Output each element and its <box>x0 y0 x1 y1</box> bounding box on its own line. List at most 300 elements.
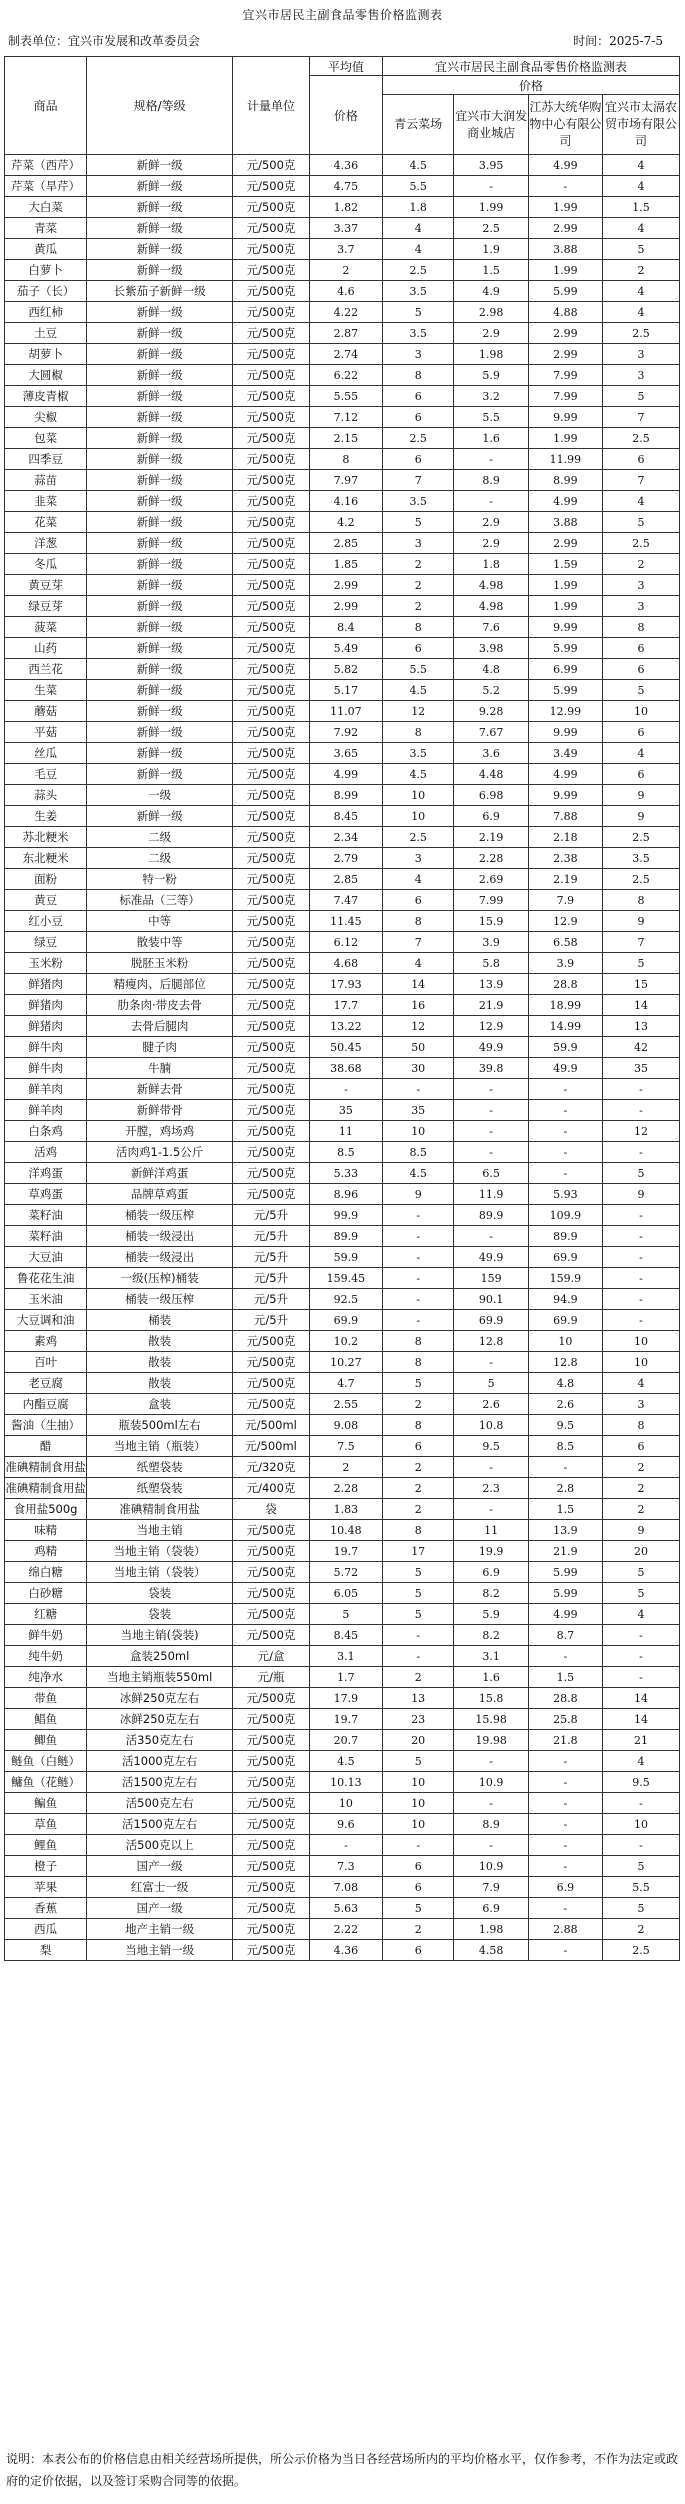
qingyun-price-cell: 12 <box>382 701 454 722</box>
qingyun-price-cell: 2.5 <box>382 428 454 449</box>
taige-price-cell: 2.5 <box>602 428 679 449</box>
unit-cell: 元/500克 <box>233 1583 310 1604</box>
runfa-price-cell: 15.8 <box>454 1688 528 1709</box>
unit-cell: 元/500克 <box>233 1058 310 1079</box>
taige-price-cell: 3.5 <box>602 848 679 869</box>
spec-cell: 新鲜一级 <box>87 617 233 638</box>
product-cell: 鲜猪肉 <box>5 995 87 1016</box>
spec-cell: 新鲜一级 <box>87 554 233 575</box>
runfa-price-cell: 6.9 <box>454 1562 528 1583</box>
datonghua-price-cell: 4.99 <box>528 1604 602 1625</box>
spec-cell: 新鲜一级 <box>87 680 233 701</box>
unit-cell: 元/500克 <box>233 260 310 281</box>
taige-price-cell: 9 <box>602 1184 679 1205</box>
average-price-cell: 2.85 <box>309 869 382 890</box>
taige-price-cell: 10 <box>602 1814 679 1835</box>
average-price-cell: 2.22 <box>309 1919 382 1940</box>
unit-cell: 元/500克 <box>233 1919 310 1940</box>
datonghua-price-cell: 12.99 <box>528 701 602 722</box>
average-price-cell: 11.07 <box>309 701 382 722</box>
runfa-price-cell: 12.8 <box>454 1331 528 1352</box>
datonghua-price-cell: - <box>528 1079 602 1100</box>
spec-cell: 新鲜一级 <box>87 575 233 596</box>
unit-cell: 元/500克 <box>233 512 310 533</box>
average-price-cell: 10 <box>309 1793 382 1814</box>
runfa-price-cell: 6.9 <box>454 1898 528 1919</box>
unit-cell: 元/500ml <box>233 1415 310 1436</box>
table-row <box>5 1499 680 1520</box>
datonghua-price-cell: 28.8 <box>528 974 602 995</box>
product-cell: 准碘精制食用盐 <box>5 1478 87 1499</box>
runfa-price-cell: 1.9 <box>454 239 528 260</box>
taige-price-cell: 10 <box>602 1331 679 1352</box>
datonghua-price-cell: - <box>528 1121 602 1142</box>
spec-cell: 冰鲜250克左右 <box>87 1688 233 1709</box>
header-group-title: 宜兴市居民主副食品零售价格监测表 <box>382 57 679 76</box>
taige-price-cell: - <box>602 1289 679 1310</box>
runfa-price-cell: 10.9 <box>454 1856 528 1877</box>
taige-price-cell: 14 <box>602 995 679 1016</box>
spec-cell: 一级(压榨)桶装 <box>87 1268 233 1289</box>
datonghua-price-cell: 6.99 <box>528 659 602 680</box>
unit-cell: 元/500克 <box>233 1541 310 1562</box>
qingyun-price-cell: 2 <box>382 596 454 617</box>
qingyun-price-cell: 7 <box>382 932 454 953</box>
qingyun-price-cell: 4.5 <box>382 1163 454 1184</box>
qingyun-price-cell: 5.5 <box>382 659 454 680</box>
table-row <box>5 344 680 365</box>
qingyun-price-cell: 8 <box>382 1331 454 1352</box>
average-price-cell: 7.97 <box>309 470 382 491</box>
qingyun-price-cell: 8 <box>382 1415 454 1436</box>
spec-cell: 新鲜一级 <box>87 197 233 218</box>
qingyun-price-cell: 3 <box>382 848 454 869</box>
unit-cell: 元/500克 <box>233 1751 310 1772</box>
qingyun-price-cell: 20 <box>382 1730 454 1751</box>
average-price-cell: 7.3 <box>309 1856 382 1877</box>
runfa-price-cell: 2.6 <box>454 1394 528 1415</box>
qingyun-price-cell: 23 <box>382 1709 454 1730</box>
unit-cell: 元/500克 <box>233 218 310 239</box>
taige-price-cell: 4 <box>602 491 679 512</box>
spec-cell: 当地主销瓶装550ml <box>87 1667 233 1688</box>
unit-cell: 元/500克 <box>233 155 310 176</box>
datonghua-price-cell: 2.99 <box>528 533 602 554</box>
qingyun-price-cell: 2 <box>382 1457 454 1478</box>
runfa-price-cell: 1.6 <box>454 1667 528 1688</box>
product-cell: 西瓜 <box>5 1919 87 1940</box>
average-price-cell: 2.87 <box>309 323 382 344</box>
product-cell: 鲢鱼（白鲢） <box>5 1751 87 1772</box>
spec-cell: 当地主销（袋装） <box>87 1541 233 1562</box>
qingyun-price-cell: 3.5 <box>382 491 454 512</box>
average-price-cell: 17.9 <box>309 1688 382 1709</box>
unit-cell: 元/500克 <box>233 407 310 428</box>
spec-cell: 桶装 <box>87 1310 233 1331</box>
datonghua-price-cell: 1.59 <box>528 554 602 575</box>
taige-price-cell: 6 <box>602 659 679 680</box>
runfa-price-cell: 1.99 <box>454 197 528 218</box>
taige-price-cell: - <box>602 1142 679 1163</box>
unit-cell: 元/500克 <box>233 1373 310 1394</box>
table-row <box>5 890 680 911</box>
product-cell: 老豆腐 <box>5 1373 87 1394</box>
datonghua-price-cell: 8.5 <box>528 1436 602 1457</box>
average-price-cell: 89.9 <box>309 1226 382 1247</box>
table-row <box>5 1709 680 1730</box>
datonghua-price-cell: 5.93 <box>528 1184 602 1205</box>
table-row <box>5 1877 680 1898</box>
unit-cell: 元/500克 <box>233 1184 310 1205</box>
runfa-price-cell: 8.9 <box>454 470 528 491</box>
qingyun-price-cell: 2 <box>382 1394 454 1415</box>
datonghua-price-cell: - <box>528 1772 602 1793</box>
datonghua-price-cell: - <box>528 1163 602 1184</box>
datonghua-price-cell: 2.38 <box>528 848 602 869</box>
spec-cell: 新鲜一级 <box>87 512 233 533</box>
table-row <box>5 512 680 533</box>
table-row <box>5 722 680 743</box>
table-row <box>5 1751 680 1772</box>
runfa-price-cell: 5.8 <box>454 953 528 974</box>
product-cell: 白砂糖 <box>5 1583 87 1604</box>
qingyun-price-cell: 2 <box>382 1667 454 1688</box>
datonghua-price-cell: 9.99 <box>528 407 602 428</box>
table-row <box>5 932 680 953</box>
runfa-price-cell: 7.67 <box>454 722 528 743</box>
unit-cell: 元/500克 <box>233 1814 310 1835</box>
average-price-cell: 10.13 <box>309 1772 382 1793</box>
datonghua-price-cell: - <box>528 176 602 197</box>
spec-cell: 脱胚玉米粉 <box>87 953 233 974</box>
datonghua-price-cell: 5.99 <box>528 1583 602 1604</box>
header-store-runfa: 宜兴市大润发商业城店 <box>454 95 528 155</box>
datonghua-price-cell: 4.99 <box>528 764 602 785</box>
product-cell: 丝瓜 <box>5 743 87 764</box>
average-price-cell: 17.93 <box>309 974 382 995</box>
average-price-cell: 5 <box>309 1604 382 1625</box>
spec-cell: 新鲜一级 <box>87 176 233 197</box>
runfa-price-cell: 3.98 <box>454 638 528 659</box>
taige-price-cell: 2.5 <box>602 827 679 848</box>
unit-cell: 元/500克 <box>233 365 310 386</box>
taige-price-cell: 3 <box>602 575 679 596</box>
product-cell: 梨 <box>5 1940 87 1961</box>
runfa-price-cell: 1.6 <box>454 428 528 449</box>
taige-price-cell: 9.5 <box>602 1772 679 1793</box>
average-price-cell: 10.48 <box>309 1520 382 1541</box>
spec-cell: 新鲜一级 <box>87 659 233 680</box>
product-cell: 鲫鱼 <box>5 1730 87 1751</box>
datonghua-price-cell: 1.99 <box>528 596 602 617</box>
price-table <box>4 56 680 1961</box>
datonghua-price-cell: 69.9 <box>528 1247 602 1268</box>
spec-cell: 新鲜一级 <box>87 806 233 827</box>
unit-cell: 元/500克 <box>233 806 310 827</box>
taige-price-cell: 3 <box>602 365 679 386</box>
average-price-cell: 8.96 <box>309 1184 382 1205</box>
runfa-price-cell: 15.9 <box>454 911 528 932</box>
datonghua-price-cell: 89.9 <box>528 1226 602 1247</box>
unit-cell: 元/500克 <box>233 680 310 701</box>
average-price-cell: 2.85 <box>309 533 382 554</box>
runfa-price-cell: 4.8 <box>454 659 528 680</box>
table-row <box>5 1037 680 1058</box>
spec-cell: 散装 <box>87 1373 233 1394</box>
table-row <box>5 1478 680 1499</box>
unit-cell: 元/500克 <box>233 890 310 911</box>
spec-cell: 散装中等 <box>87 932 233 953</box>
datonghua-price-cell: 69.9 <box>528 1310 602 1331</box>
product-cell: 平菇 <box>5 722 87 743</box>
average-price-cell: 4.6 <box>309 281 382 302</box>
qingyun-price-cell: 6 <box>382 890 454 911</box>
taige-price-cell: 8 <box>602 1415 679 1436</box>
runfa-price-cell: - <box>454 1499 528 1520</box>
qingyun-price-cell: 5 <box>382 1751 454 1772</box>
table-row <box>5 218 680 239</box>
unit-cell: 元/5升 <box>233 1289 310 1310</box>
datonghua-price-cell: 3.9 <box>528 953 602 974</box>
runfa-price-cell: 9.28 <box>454 701 528 722</box>
unit-cell: 元/500克 <box>233 533 310 554</box>
datonghua-price-cell: 94.9 <box>528 1289 602 1310</box>
unit-cell: 元/500克 <box>233 785 310 806</box>
unit-cell: 元/500克 <box>233 1856 310 1877</box>
spec-cell: 活500克以上 <box>87 1835 233 1856</box>
runfa-price-cell: 7.6 <box>454 617 528 638</box>
spec-cell: 二级 <box>87 848 233 869</box>
average-price-cell: 4.99 <box>309 764 382 785</box>
qingyun-price-cell: 2 <box>382 1919 454 1940</box>
runfa-price-cell: - <box>454 1226 528 1247</box>
unit-cell: 元/500克 <box>233 302 310 323</box>
datonghua-price-cell: 109.9 <box>528 1205 602 1226</box>
qingyun-price-cell: 8.5 <box>382 1142 454 1163</box>
qingyun-price-cell: - <box>382 1226 454 1247</box>
unit-cell: 元/5升 <box>233 1310 310 1331</box>
table-row <box>5 1226 680 1247</box>
product-cell: 玉米油 <box>5 1289 87 1310</box>
unit-cell: 元/500克 <box>233 848 310 869</box>
unit-cell: 元/500克 <box>233 764 310 785</box>
taige-price-cell: 7 <box>602 932 679 953</box>
product-cell: 韭菜 <box>5 491 87 512</box>
average-price-cell: 8.5 <box>309 1142 382 1163</box>
taige-price-cell: - <box>602 1310 679 1331</box>
product-cell: 菜籽油 <box>5 1226 87 1247</box>
product-cell: 鳊鱼 <box>5 1793 87 1814</box>
average-price-cell: 4.16 <box>309 491 382 512</box>
taige-price-cell: 4 <box>602 281 679 302</box>
datonghua-price-cell: 14.99 <box>528 1016 602 1037</box>
header-unit: 计量单位 <box>233 57 310 155</box>
table-row <box>5 1583 680 1604</box>
table-row <box>5 155 680 176</box>
unit-cell: 元/5升 <box>233 1247 310 1268</box>
average-price-cell: 2.99 <box>309 575 382 596</box>
runfa-price-cell: 2.69 <box>454 869 528 890</box>
qingyun-price-cell: - <box>382 1310 454 1331</box>
average-price-cell: 1.85 <box>309 554 382 575</box>
table-row <box>5 1919 680 1940</box>
product-cell: 大豆调和油 <box>5 1310 87 1331</box>
product-cell: 四季豆 <box>5 449 87 470</box>
qingyun-price-cell: 8 <box>382 1520 454 1541</box>
table-row <box>5 1058 680 1079</box>
taige-price-cell: 12 <box>602 1121 679 1142</box>
taige-price-cell: 42 <box>602 1037 679 1058</box>
qingyun-price-cell: 5 <box>382 1583 454 1604</box>
unit-cell: 元/500克 <box>233 176 310 197</box>
taige-price-cell: 2 <box>602 1499 679 1520</box>
taige-price-cell: 2 <box>602 260 679 281</box>
datonghua-price-cell: 1.99 <box>528 260 602 281</box>
average-price-cell: 13.22 <box>309 1016 382 1037</box>
qingyun-price-cell: 3.5 <box>382 323 454 344</box>
spec-cell: 新鲜去骨 <box>87 1079 233 1100</box>
taige-price-cell: 10 <box>602 1352 679 1373</box>
qingyun-price-cell: - <box>382 1835 454 1856</box>
product-cell: 洋鸡蛋 <box>5 1163 87 1184</box>
taige-price-cell: 5 <box>602 1898 679 1919</box>
datonghua-price-cell: - <box>528 1835 602 1856</box>
unit-cell: 元/500克 <box>233 1835 310 1856</box>
product-cell: 醋 <box>5 1436 87 1457</box>
table-row <box>5 239 680 260</box>
qingyun-price-cell: 2 <box>382 575 454 596</box>
average-price-cell: 19.7 <box>309 1541 382 1562</box>
table-row <box>5 596 680 617</box>
product-cell: 带鱼 <box>5 1688 87 1709</box>
spec-cell: 牛腩 <box>87 1058 233 1079</box>
taige-price-cell: 14 <box>602 1709 679 1730</box>
spec-cell: 当地主销（瓶装） <box>87 1436 233 1457</box>
product-cell: 菜籽油 <box>5 1205 87 1226</box>
spec-cell: 桶装一级压榨 <box>87 1205 233 1226</box>
qingyun-price-cell: 6 <box>382 407 454 428</box>
unit-cell: 元/500克 <box>233 974 310 995</box>
table-row <box>5 680 680 701</box>
unit-cell: 元/500克 <box>233 554 310 575</box>
spec-cell: 当地主销 <box>87 1520 233 1541</box>
table-row <box>5 1457 680 1478</box>
average-price-cell: 10.27 <box>309 1352 382 1373</box>
spec-cell: 新鲜一级 <box>87 701 233 722</box>
product-cell: 内酯豆腐 <box>5 1394 87 1415</box>
table-row <box>5 365 680 386</box>
runfa-price-cell: 19.9 <box>454 1541 528 1562</box>
spec-cell: 国产一级 <box>87 1856 233 1877</box>
runfa-price-cell: 4.58 <box>454 1940 528 1961</box>
table-row <box>5 785 680 806</box>
datonghua-price-cell: 1.99 <box>528 575 602 596</box>
product-cell: 酱油（生抽） <box>5 1415 87 1436</box>
spec-cell: 新鲜一级 <box>87 449 233 470</box>
runfa-price-cell: 11 <box>454 1520 528 1541</box>
taige-price-cell: - <box>602 1079 679 1100</box>
datonghua-price-cell: 4.88 <box>528 302 602 323</box>
qingyun-price-cell: 4.5 <box>382 764 454 785</box>
runfa-price-cell: 10.9 <box>454 1772 528 1793</box>
unit-cell: 元/500克 <box>233 470 310 491</box>
qingyun-price-cell: 17 <box>382 1541 454 1562</box>
product-cell: 红糖 <box>5 1604 87 1625</box>
runfa-price-cell: 49.9 <box>454 1247 528 1268</box>
average-price-cell: 2.55 <box>309 1394 382 1415</box>
product-cell: 西红柿 <box>5 302 87 323</box>
datonghua-price-cell: 4.8 <box>528 1373 602 1394</box>
runfa-price-cell: 21.9 <box>454 995 528 1016</box>
runfa-price-cell: 13.9 <box>454 974 528 995</box>
table-row <box>5 1079 680 1100</box>
qingyun-price-cell: 4 <box>382 953 454 974</box>
taige-price-cell: 2 <box>602 1919 679 1940</box>
spec-cell: 盒装250ml <box>87 1646 233 1667</box>
spec-cell: 精瘦肉、后腿部位 <box>87 974 233 995</box>
product-cell: 胡萝卜 <box>5 344 87 365</box>
spec-cell: 当地主销一级 <box>87 1940 233 1961</box>
taige-price-cell: 35 <box>602 1058 679 1079</box>
average-price-cell: 1.83 <box>309 1499 382 1520</box>
taige-price-cell: 9 <box>602 785 679 806</box>
spec-cell: 新鲜洋鸡蛋 <box>87 1163 233 1184</box>
average-price-cell: 2 <box>309 1457 382 1478</box>
table-row <box>5 1100 680 1121</box>
taige-price-cell: 10 <box>602 701 679 722</box>
datonghua-price-cell: - <box>528 1814 602 1835</box>
qingyun-price-cell: 2 <box>382 1478 454 1499</box>
datonghua-price-cell: 6.9 <box>528 1877 602 1898</box>
taige-price-cell: 4 <box>602 176 679 197</box>
unit-cell: 元/500克 <box>233 344 310 365</box>
table-row <box>5 1562 680 1583</box>
average-price-cell: 6.12 <box>309 932 382 953</box>
header-average-price: 价格 <box>309 76 382 155</box>
runfa-price-cell: 8.2 <box>454 1583 528 1604</box>
table-row <box>5 1247 680 1268</box>
product-cell: 鸡精 <box>5 1541 87 1562</box>
average-price-cell: 9.6 <box>309 1814 382 1835</box>
product-cell: 尖椒 <box>5 407 87 428</box>
product-cell: 鲁花花生油 <box>5 1268 87 1289</box>
average-price-cell: 1.82 <box>309 197 382 218</box>
runfa-price-cell: - <box>454 1457 528 1478</box>
qingyun-price-cell: 8 <box>382 722 454 743</box>
table-row <box>5 1289 680 1310</box>
average-price-cell: 4.36 <box>309 1940 382 1961</box>
product-cell: 花菜 <box>5 512 87 533</box>
unit-cell: 元/500克 <box>233 617 310 638</box>
runfa-price-cell: 9.5 <box>454 1436 528 1457</box>
table-row <box>5 428 680 449</box>
average-price-cell: 4.36 <box>309 155 382 176</box>
taige-price-cell: 6 <box>602 1436 679 1457</box>
product-cell: 面粉 <box>5 869 87 890</box>
taige-price-cell: 7 <box>602 470 679 491</box>
unit-cell: 元/500克 <box>233 1793 310 1814</box>
qingyun-price-cell: - <box>382 1205 454 1226</box>
runfa-price-cell: 7.99 <box>454 890 528 911</box>
datonghua-price-cell: 5.99 <box>528 281 602 302</box>
qingyun-price-cell: 5 <box>382 1898 454 1919</box>
taige-price-cell: 15 <box>602 974 679 995</box>
average-price-cell: 7.92 <box>309 722 382 743</box>
qingyun-price-cell: - <box>382 1247 454 1268</box>
average-price-cell: 59.9 <box>309 1247 382 1268</box>
taige-price-cell: 3 <box>602 596 679 617</box>
spec-cell: 活肉鸡1-1.5公斤 <box>87 1142 233 1163</box>
